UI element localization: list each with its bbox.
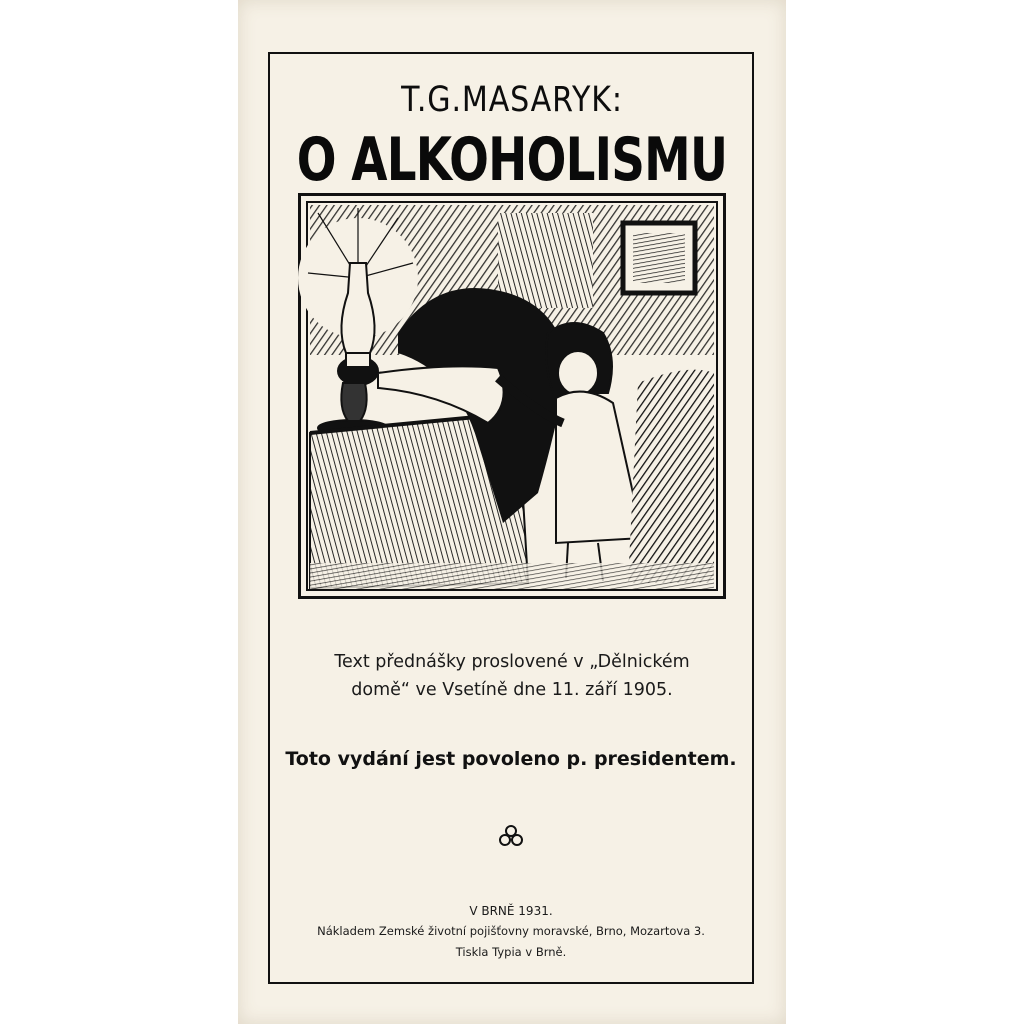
imprint-place: V BRNĚ 1931. [469,904,553,918]
author-name: T.G.MASARYK: [401,80,623,120]
cover-illustration [298,193,726,599]
approval-note: Toto vydání jest povoleno p. presidentem. [285,748,737,770]
book-title: O ALKOHOLISMU [296,125,728,195]
caption-line-2: domě“ ve Vsetíně dne 11. září 1905. [351,680,673,700]
imprint-printer: Tiskla Typia v Brně. [455,945,567,959]
lecture-caption [300,648,724,704]
caption-line-1: Text přednášky proslovené v „Dělnickém [334,652,690,672]
trefoil-ornament-icon [498,824,524,850]
imprint-publisher: Nákladem Zemské životní pojišťovny moravské, Brno, Mozartova 3. [317,924,705,938]
